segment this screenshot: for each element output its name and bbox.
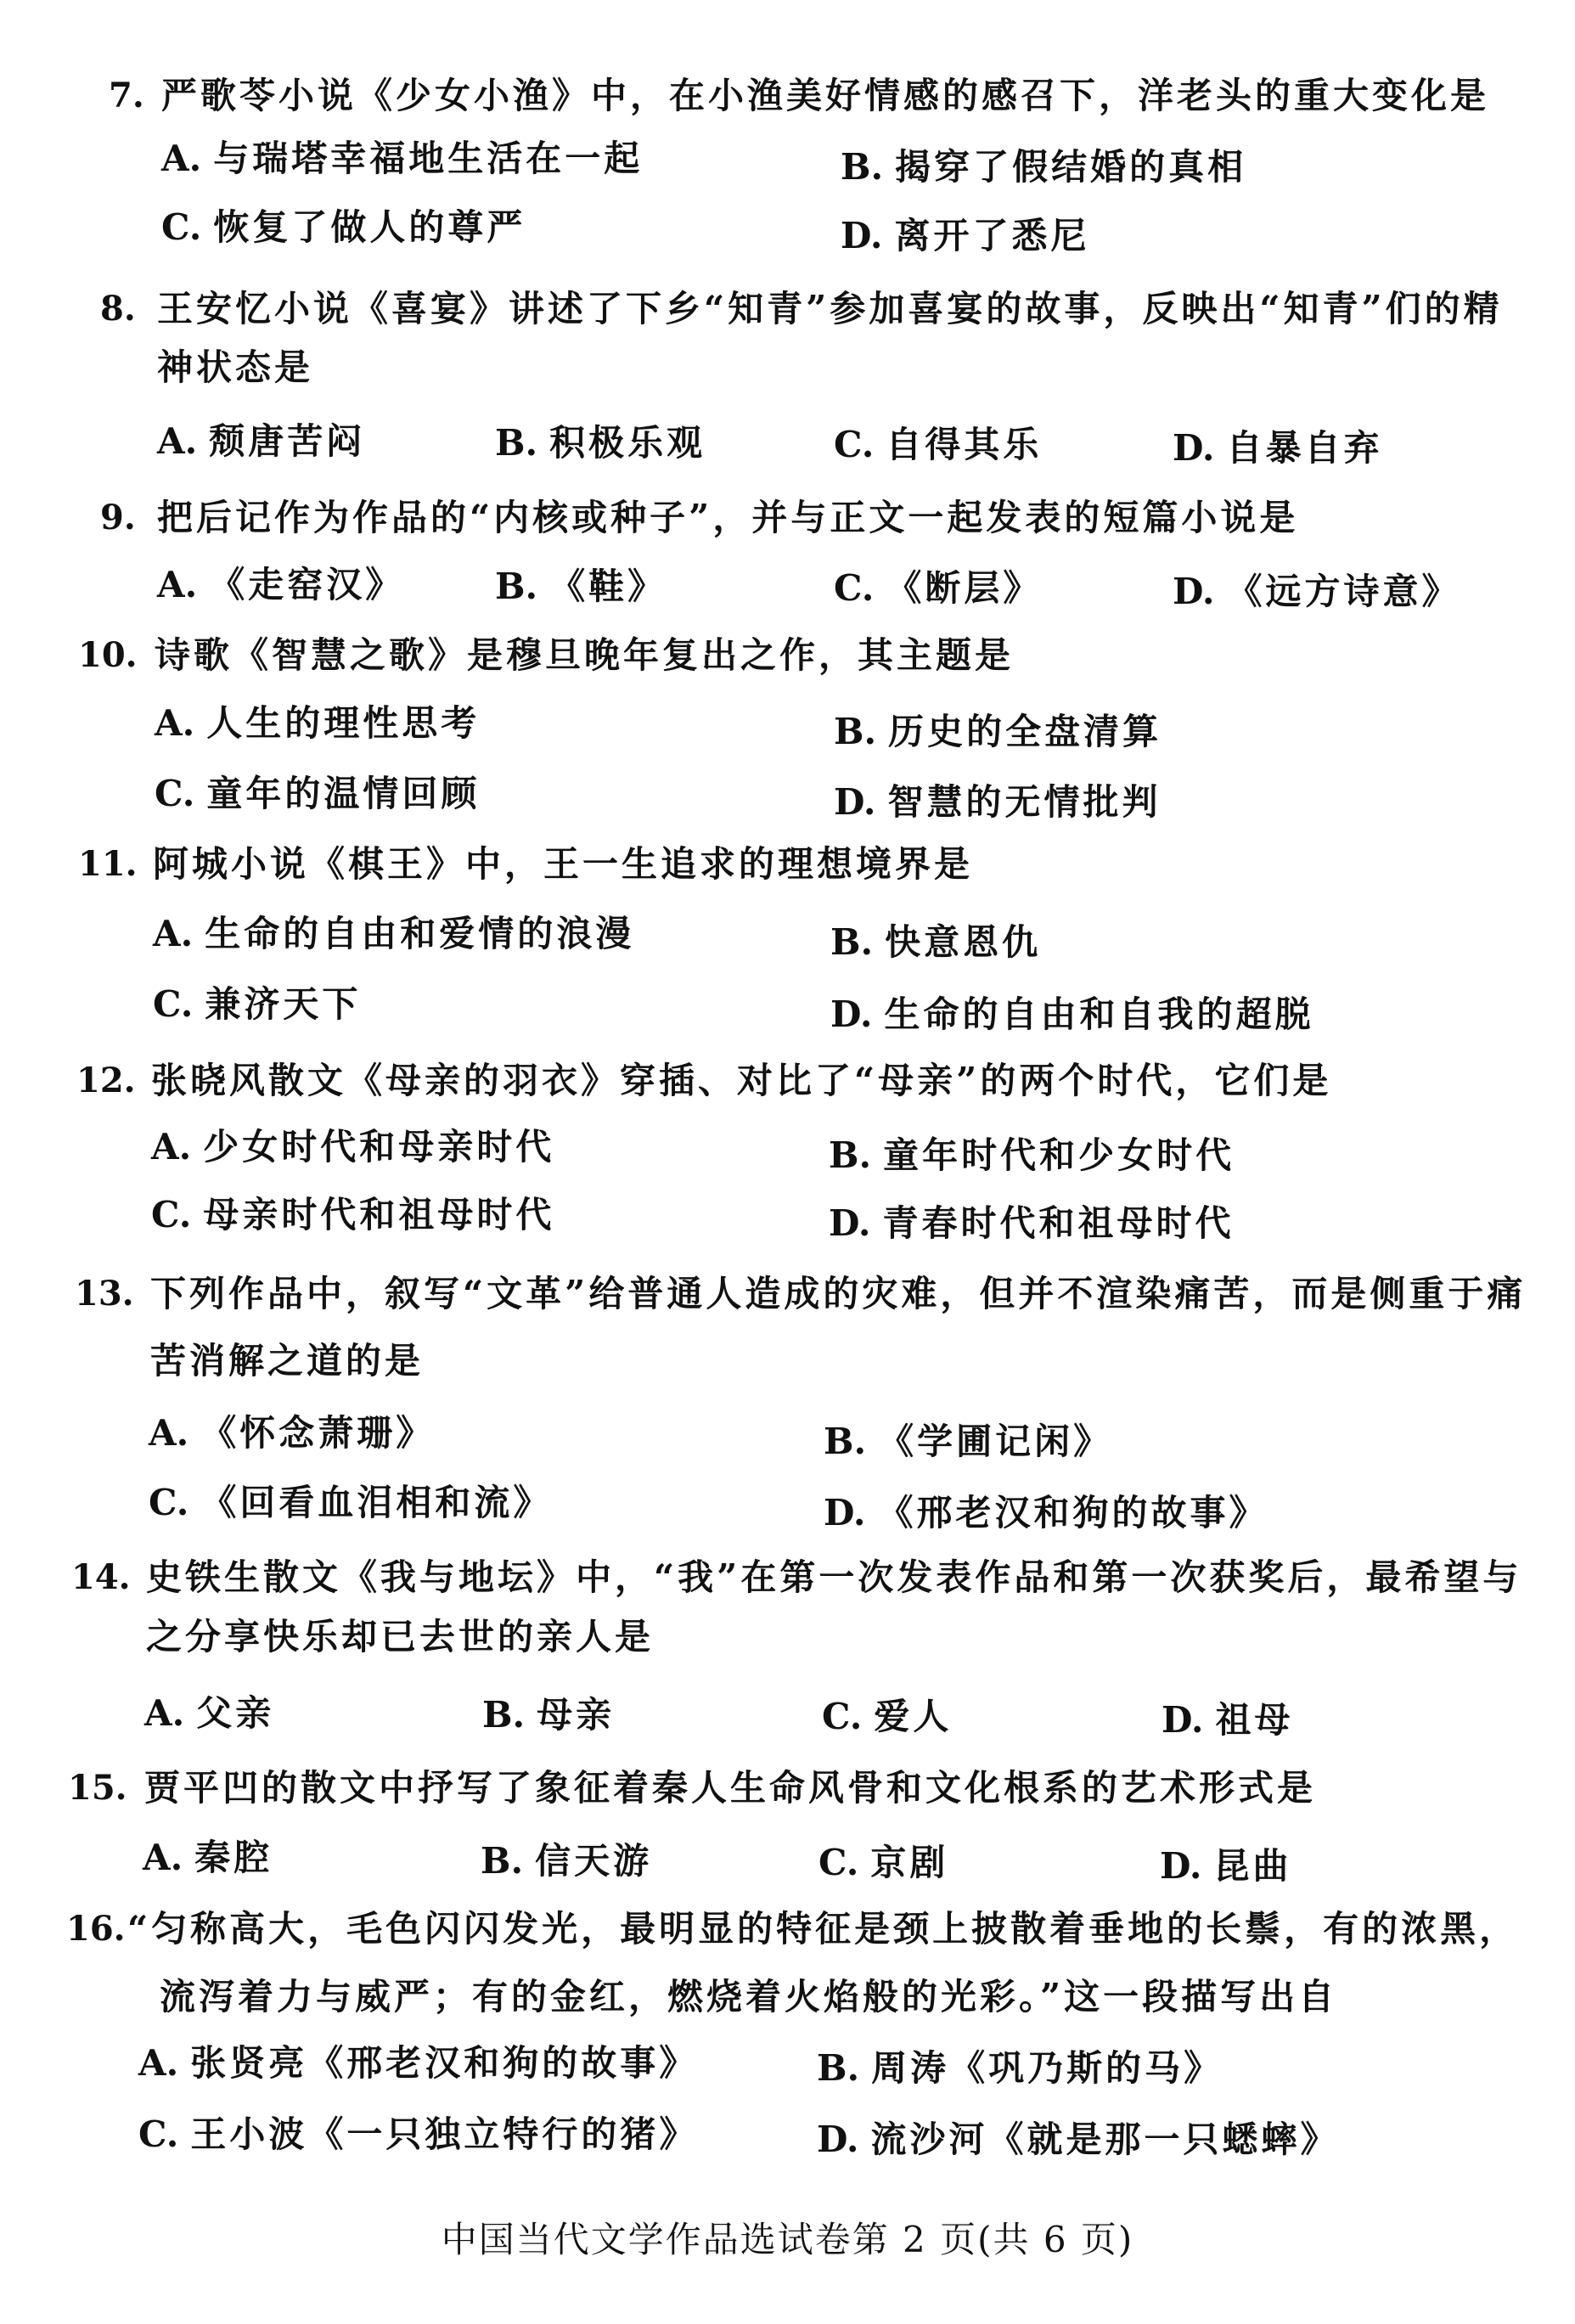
option-letter: A. xyxy=(161,138,202,179)
option-letter: B. xyxy=(829,1134,872,1176)
option-text: 流沙河《就是那一只蟋蟀》 xyxy=(870,2119,1340,2160)
question-9-stem: 把后记作为作品的“内核或种子”，并与正文一起发表的短篇小说是 xyxy=(157,497,1299,538)
option-letter: B. xyxy=(495,566,538,607)
option-letter: D. xyxy=(817,2119,859,2160)
question-16-stem-line-1: “匀称高大，毛色闪闪发光，最明显的特征是颈上披散着垂地的长鬃，有的浓黑， xyxy=(127,1908,1519,1950)
question-11-option-d xyxy=(830,993,1314,1036)
question-12-option-b xyxy=(829,1134,1235,1177)
option-letter: C. xyxy=(151,1194,192,1235)
question-11-number: 11. xyxy=(78,844,138,884)
question-9-option-d xyxy=(1173,571,1461,613)
option-text: 少女时代和母亲时代 xyxy=(203,1126,555,1168)
option-text: 积极乐观 xyxy=(549,422,706,464)
question-10-option-b xyxy=(834,711,1162,753)
question-16-option-a xyxy=(138,2042,698,2085)
question-14-number: 14. xyxy=(71,1557,131,1597)
question-7-option-c xyxy=(161,206,526,249)
option-text: 青春时代和祖母时代 xyxy=(882,1202,1235,1244)
question-7-number: 7. xyxy=(109,76,144,115)
option-letter: A. xyxy=(138,2042,179,2084)
question-10-option-c xyxy=(155,773,480,815)
option-letter: C. xyxy=(153,983,194,1025)
option-text: 智慧的无情批判 xyxy=(887,781,1162,823)
question-10-option-a xyxy=(155,702,480,745)
option-text: 兼济天下 xyxy=(205,983,362,1025)
option-text: 祖母 xyxy=(1215,1699,1294,1741)
page-footer: 中国当代文学作品选试卷第 2 页(共 6 页) xyxy=(441,2219,1134,2260)
option-letter: C. xyxy=(149,1482,189,1523)
question-13-option-d xyxy=(824,1492,1268,1534)
question-8-option-a xyxy=(157,420,365,463)
option-text: 快意恩仇 xyxy=(885,921,1042,963)
option-text: 秦腔 xyxy=(194,1837,273,1878)
option-text: 母亲时代和祖母时代 xyxy=(203,1194,555,1235)
option-letter: A. xyxy=(157,564,198,605)
option-text: 母亲 xyxy=(537,1694,616,1736)
option-text: 《回看血泪相和流》 xyxy=(200,1482,553,1523)
question-9-number: 9. xyxy=(100,498,136,537)
option-text: 历史的全盘清算 xyxy=(888,711,1162,752)
question-15-option-b xyxy=(481,1840,652,1882)
option-text: 童年的温情回顾 xyxy=(206,773,481,814)
option-letter: B. xyxy=(481,1840,524,1882)
option-letter: C. xyxy=(834,567,875,609)
question-9-option-c xyxy=(834,567,1042,610)
option-text: 《走窑汉》 xyxy=(209,564,405,605)
option-letter: C. xyxy=(138,2113,179,2155)
question-12-stem: 张晓风散文《母亲的羽衣》穿插、对比了“母亲”的两个时代，它们是 xyxy=(151,1060,1332,1101)
question-11-option-c xyxy=(153,983,361,1026)
question-14-option-a xyxy=(144,1692,274,1735)
question-15-option-d xyxy=(1160,1845,1292,1888)
option-letter: B. xyxy=(495,422,538,464)
question-10-stem: 诗歌《智慧之歌》是穆旦晚年复出之作，其主题是 xyxy=(155,634,1015,676)
question-8-option-b xyxy=(495,422,706,464)
question-8-stem-line-2: 神状态是 xyxy=(157,346,314,388)
question-11-option-a xyxy=(153,913,634,955)
question-12-option-d xyxy=(829,1202,1235,1245)
option-text: 生命的自由和爱情的浪漫 xyxy=(205,913,635,954)
option-letter: D. xyxy=(829,1202,871,1244)
option-letter: B. xyxy=(834,711,877,752)
option-letter: A. xyxy=(153,913,194,954)
question-13-number: 13. xyxy=(75,1274,134,1314)
option-letter: A. xyxy=(155,702,195,744)
option-text: 《怀念萧珊》 xyxy=(200,1412,436,1454)
option-letter: A. xyxy=(149,1412,189,1454)
question-15-number: 15. xyxy=(68,1768,127,1808)
option-text: 颓唐苦闷 xyxy=(209,420,366,462)
option-letter: B. xyxy=(841,146,884,188)
question-13-option-a xyxy=(149,1412,435,1455)
option-letter: D. xyxy=(1162,1699,1204,1741)
question-15-stem: 贾平凹的散文中抒写了象征着秦人生命风骨和文化根系的艺术形式是 xyxy=(144,1767,1317,1809)
option-letter: C. xyxy=(834,424,875,465)
question-7-option-b xyxy=(841,146,1246,189)
option-text: 信天游 xyxy=(535,1840,653,1882)
option-text: 《远方诗意》 xyxy=(1226,571,1461,612)
question-15-option-a xyxy=(143,1837,273,1879)
option-letter: A. xyxy=(143,1837,183,1878)
question-8-option-c xyxy=(834,424,1042,466)
question-10-option-d xyxy=(834,781,1162,824)
option-text: 昆曲 xyxy=(1213,1845,1292,1887)
option-letter: C. xyxy=(818,1842,859,1883)
option-text: 生命的自由和自我的超脱 xyxy=(884,993,1314,1035)
question-15-option-c xyxy=(818,1842,948,1884)
question-8-stem-line-1: 王安忆小说《喜宴》讲述了下乡“知青”参加喜宴的故事，反映出“知青”们的精 xyxy=(157,288,1503,329)
option-text: 离开了悉尼 xyxy=(894,215,1090,256)
question-7-stem: 严歌苓小说《少女小渔》中，在小渔美好情感的感召下，洋老头的重大变化是 xyxy=(161,75,1490,116)
option-text: 王小波《一只独立特行的猪》 xyxy=(190,2113,699,2155)
option-text: 揭穿了假结婚的真相 xyxy=(895,146,1247,188)
option-text: 周涛《巩乃斯的马》 xyxy=(871,2047,1223,2089)
question-9-option-b xyxy=(495,566,667,608)
option-letter: A. xyxy=(151,1126,192,1168)
option-letter: D. xyxy=(1173,427,1215,469)
question-11-stem: 阿城小说《棋王》中，王一生追求的理想境界是 xyxy=(153,843,974,885)
option-letter: D. xyxy=(824,1492,866,1533)
option-text: 自得其乐 xyxy=(886,424,1043,465)
question-14-option-d xyxy=(1162,1699,1294,1742)
question-7-option-a xyxy=(161,138,643,180)
question-16-number: 16. xyxy=(66,1909,126,1949)
question-13-option-b xyxy=(824,1421,1112,1463)
question-12-option-c xyxy=(151,1194,554,1236)
option-text: 《邢老汉和狗的故事》 xyxy=(877,1492,1268,1533)
option-letter: D. xyxy=(834,781,876,823)
question-12-option-a xyxy=(151,1126,554,1168)
option-text: 京剧 xyxy=(870,1842,949,1883)
question-14-option-b xyxy=(482,1694,615,1736)
option-letter: B. xyxy=(817,2047,860,2089)
question-16-option-b xyxy=(817,2047,1223,2090)
question-12-number: 12. xyxy=(76,1061,136,1100)
question-7-option-d xyxy=(841,215,1090,257)
option-letter: D. xyxy=(1160,1845,1202,1887)
option-text: 与瑞塔幸福地生活在一起 xyxy=(213,138,644,179)
question-16-option-d xyxy=(817,2119,1340,2161)
option-letter: A. xyxy=(144,1692,185,1734)
question-13-stem-line-2: 苦消解之道的是 xyxy=(150,1340,425,1381)
question-8-number: 8. xyxy=(100,289,136,329)
option-text: 《鞋》 xyxy=(549,566,667,607)
option-letter: B. xyxy=(482,1694,526,1736)
option-letter: C. xyxy=(161,206,202,248)
option-text: 《学圃记闲》 xyxy=(878,1421,1113,1462)
option-letter: D. xyxy=(830,993,873,1035)
option-text: 人生的理性思考 xyxy=(206,702,481,744)
question-14-stem-line-2: 之分享快乐却已去世的亲人是 xyxy=(146,1616,655,1657)
option-letter: D. xyxy=(841,215,883,256)
question-13-stem-line-1: 下列作品中，叙写“文革”给普通人造成的灾难，但并不渲染痛苦，而是侧重于痛 xyxy=(150,1273,1527,1314)
question-11-option-b xyxy=(830,921,1041,964)
option-text: 自暴自弃 xyxy=(1226,427,1383,469)
question-16-stem-line-2: 流泻着力与威严；有的金红，燃烧着火焰般的光彩。”这一段描写出自 xyxy=(160,1976,1338,2017)
option-text: 《断层》 xyxy=(886,567,1043,609)
option-text: 恢复了做人的尊严 xyxy=(213,206,526,248)
question-10-number: 10. xyxy=(78,635,138,675)
option-text: 父亲 xyxy=(196,1692,275,1734)
question-9-option-a xyxy=(157,564,404,606)
option-letter: B. xyxy=(830,921,874,963)
option-text: 张贤亮《邢老汉和狗的故事》 xyxy=(190,2042,699,2084)
question-14-stem-line-1: 史铁生散文《我与地坛》中，“我”在第一次发表作品和第一次获奖后，最希望与 xyxy=(146,1556,1522,1598)
option-letter: D. xyxy=(1173,571,1215,612)
option-letter: C. xyxy=(155,773,195,814)
option-letter: A. xyxy=(157,420,198,462)
question-13-option-c xyxy=(149,1482,552,1524)
question-8-option-d xyxy=(1173,427,1383,470)
option-letter: B. xyxy=(824,1421,867,1462)
question-16-option-c xyxy=(138,2113,698,2156)
option-text: 童年时代和少女时代 xyxy=(883,1134,1235,1176)
option-text: 爱人 xyxy=(874,1696,953,1737)
option-letter: C. xyxy=(822,1696,863,1737)
question-14-option-c xyxy=(822,1696,952,1738)
